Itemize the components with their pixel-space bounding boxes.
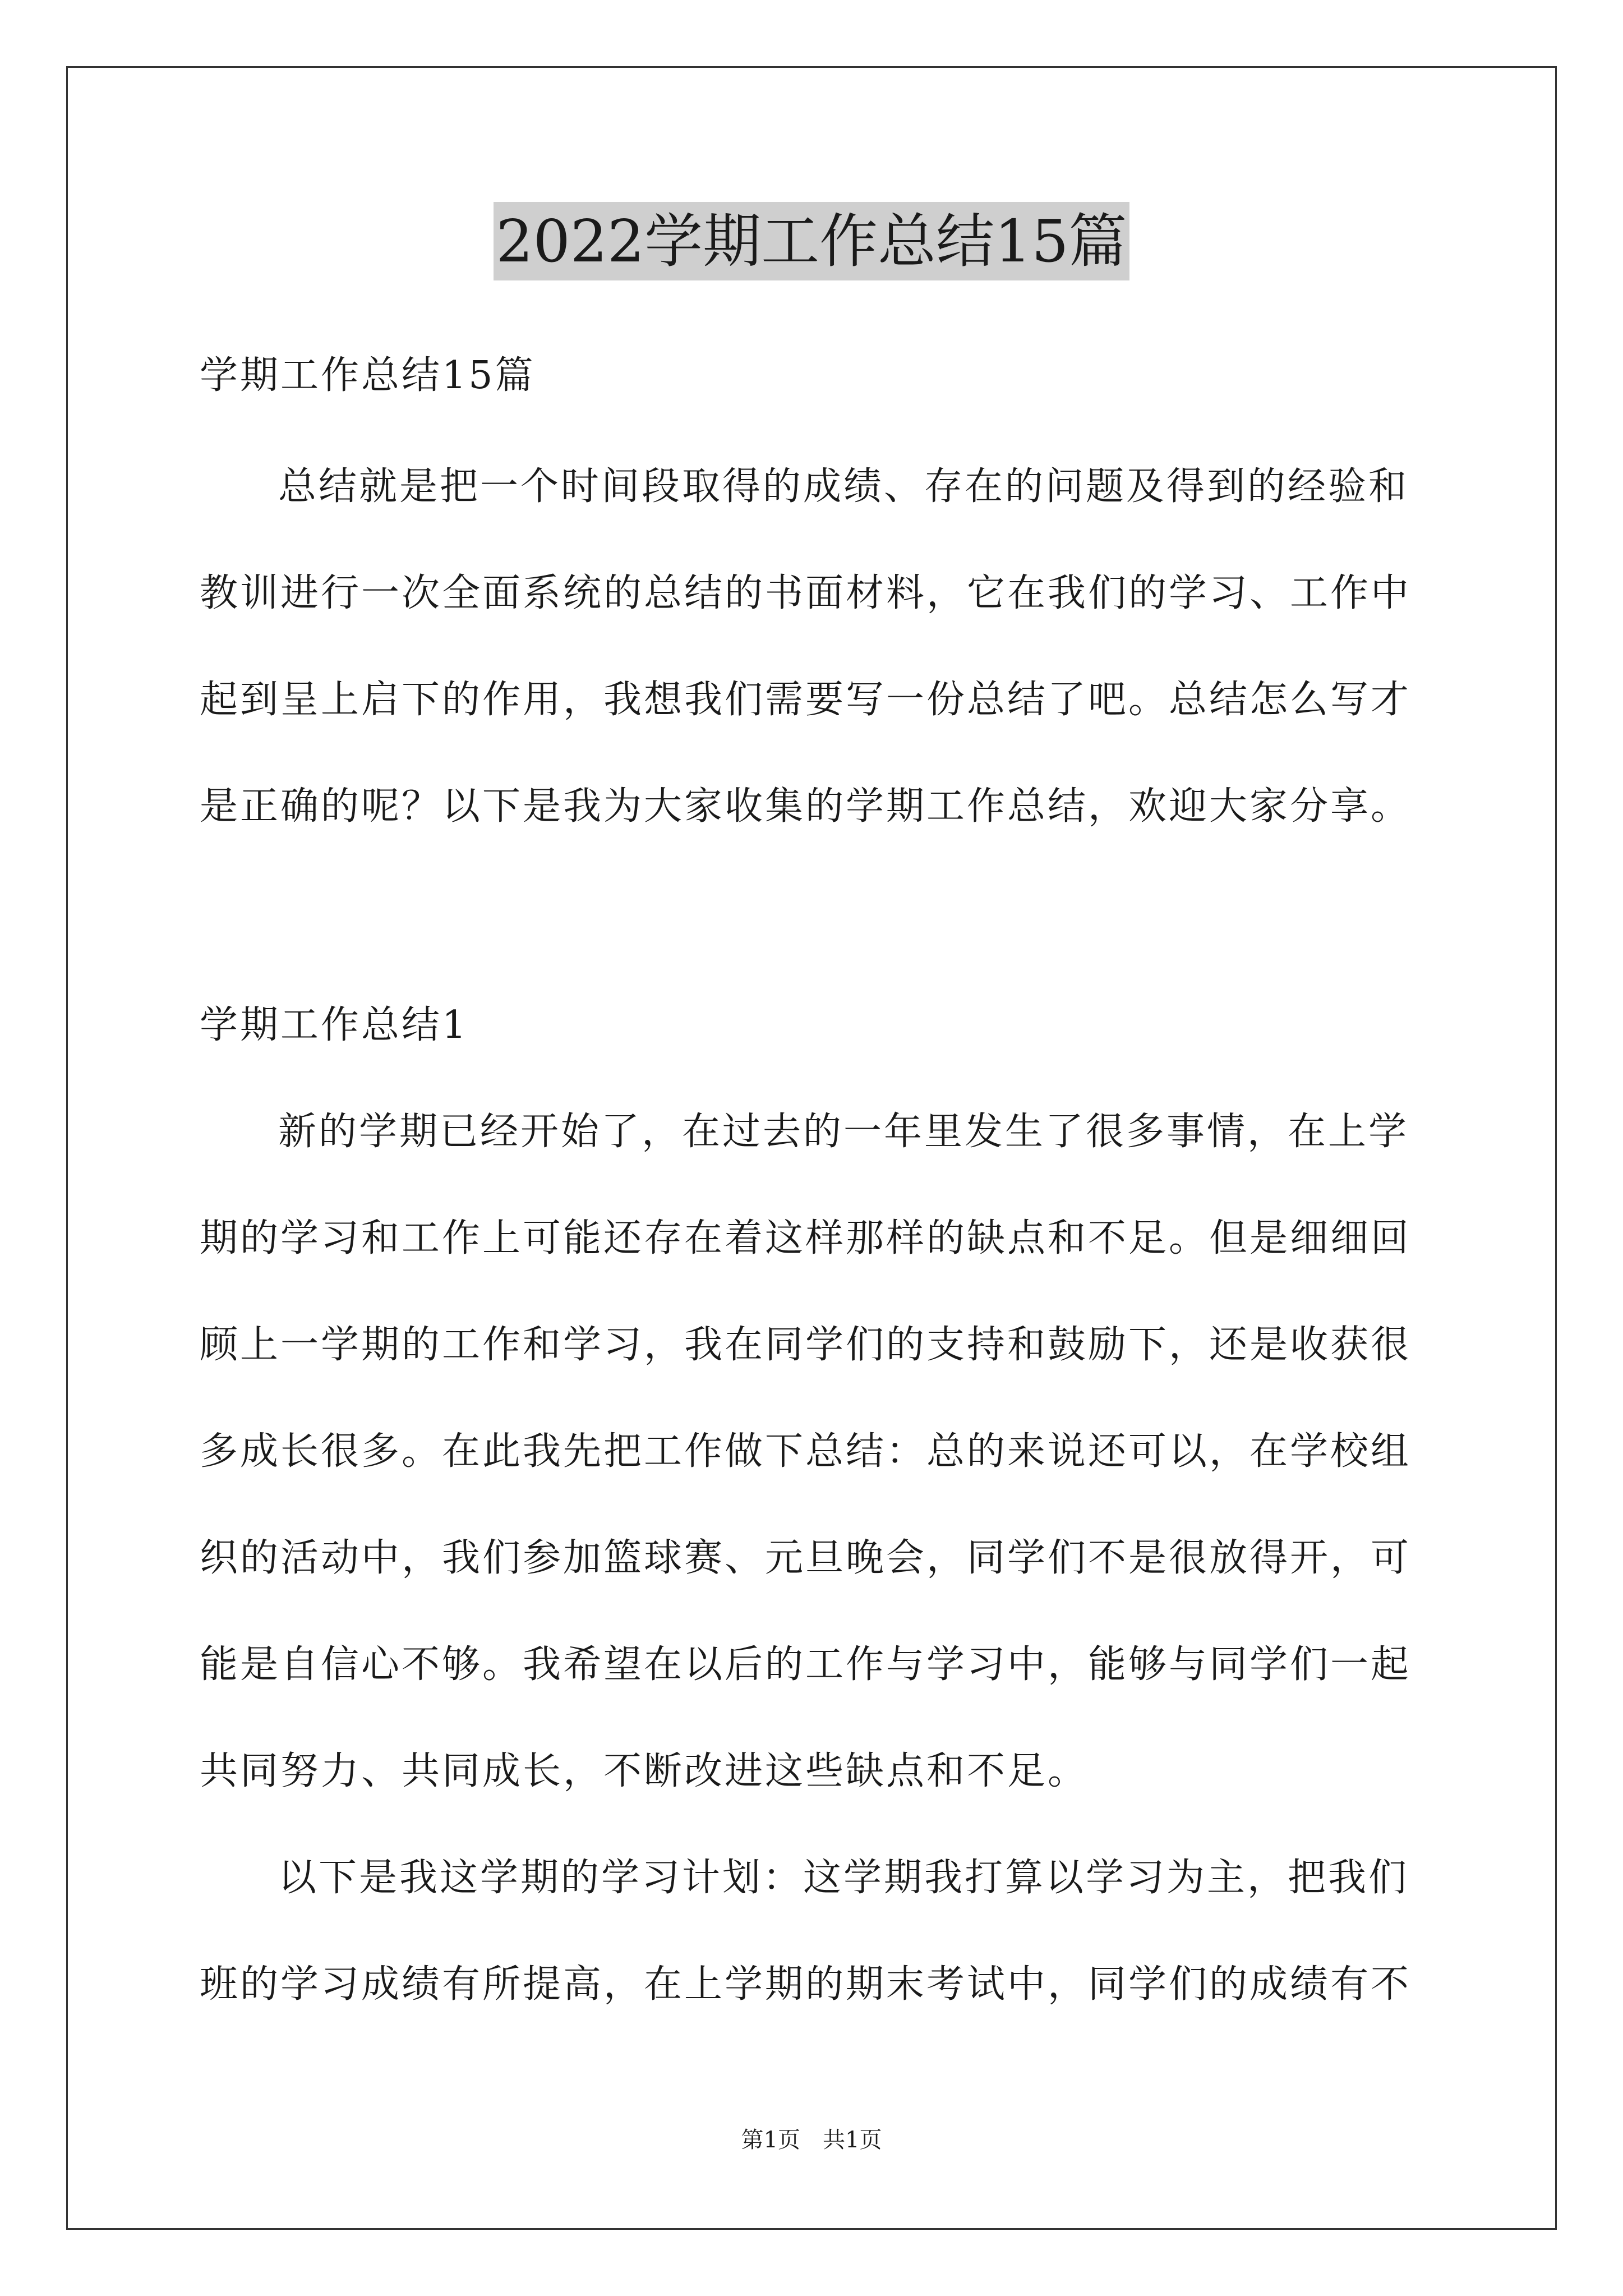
paragraph-line: 共同努力、共同成长，不断改进这些缺点和不足。	[200, 1749, 1089, 1793]
paragraph-line: 织的活动中，我们参加篮球赛、元旦晚会，同学们不是很放得开，可	[200, 1536, 1412, 1580]
intro-line: 教训进行一次全面系统的总结的书面材料，它在我们的学习、工作中	[200, 571, 1412, 615]
paragraph-line: 新的学期已经开始了，在过去的一年里发生了很多事情，在上学	[278, 1110, 1409, 1154]
page-footer: 第1页 共1页	[741, 2127, 882, 2153]
intro-line: 总结就是把一个时间段取得的成绩、存在的问题及得到的经验和	[278, 464, 1409, 509]
paragraph-line: 能是自信心不够。我希望在以后的工作与学习中，能够与同学们一起	[200, 1642, 1412, 1687]
intro-line: 是正确的呢？以下是我为大家收集的学期工作总结，欢迎大家分享。	[200, 784, 1412, 829]
paragraph-line: 顾上一学期的工作和学习，我在同学们的支持和鼓励下，还是收获很	[200, 1323, 1412, 1367]
title-container	[0, 202, 1623, 280]
paragraph-line: 班的学习成绩有所提高，在上学期的期末考试中，同学们的成绩有不	[200, 1962, 1412, 2007]
paragraph-line: 多成长很多。在此我先把工作做下总结：总的来说还可以，在学校组	[200, 1429, 1412, 1474]
document-subtitle: 学期工作总结15篇	[200, 353, 536, 398]
paragraph-line: 期的学习和工作上可能还存在着这样那样的缺点和不足。但是细细回	[200, 1216, 1412, 1260]
document-title: 2022学期工作总结15篇	[494, 202, 1129, 280]
intro-line: 起到呈上启下的作用，我想我们需要写一份总结了吧。总结怎么写才	[200, 678, 1412, 722]
section-heading: 学期工作总结1	[200, 1003, 469, 1047]
paragraph-line: 以下是我这学期的学习计划：这学期我打算以学习为主，把我们	[278, 1856, 1409, 1900]
